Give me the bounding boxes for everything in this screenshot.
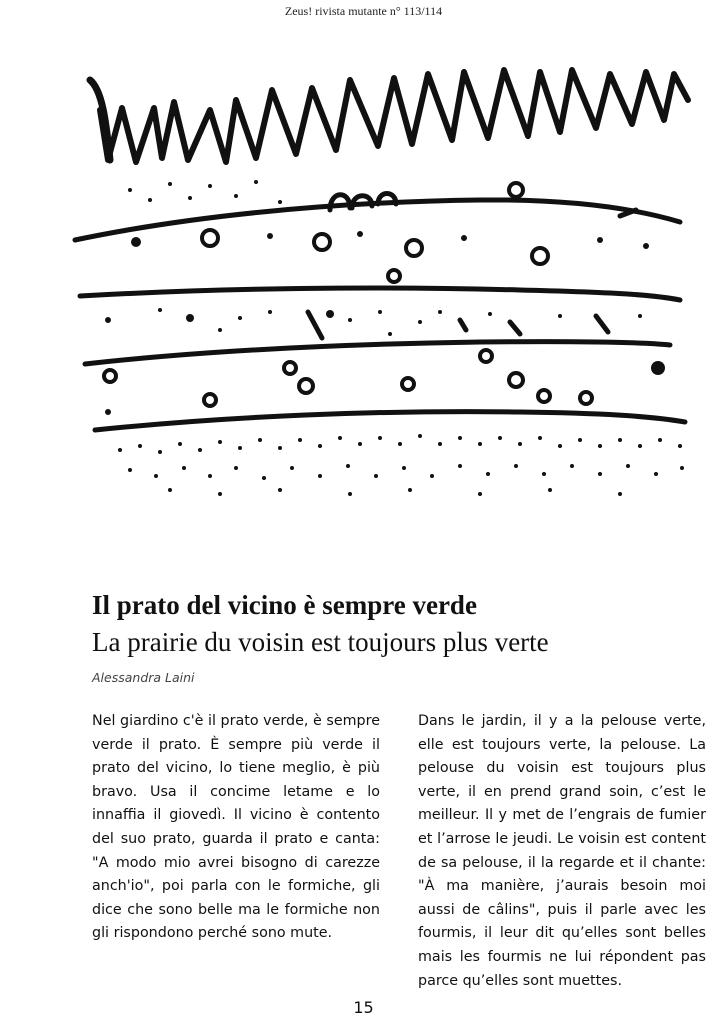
- body-column-french: Dans le jardin, il y a la pelouse verte, elle est toujours verte, la pelouse. La pelouse du voisin est toujours plus verte, il en prend grand soin, c’est le meilleur. Il y met de l’engrais de fumier et l’arrose le jeudi. Le voisin est content de sa pelouse, il la regarde et il chante: "À ma manière, j’aurais besoin moi aussi de câlins", puis il parle avec les fourmis, il leur dit qu’elles sont belles mais les fourmis ne lui répondent pas parce qu’elles sont muettes.: [418, 713, 706, 989]
- article-title-french: La prairie du voisin est toujours plus verte: [92, 627, 549, 657]
- prato-drawing-icon: [60, 50, 700, 500]
- page-number: 15: [353, 998, 374, 1017]
- body-column-italian: Nel giardino c'è il prato verde, è sempre verde il prato. È sempre più verde il prato del vicino, lo tiene meglio, è più bravo. Usa il concime letame e lo innaffia il giovedì. Il vicino è contento del suo prato, guarda il prato e canta: "A modo mio avrei bisogno di carezze anch'io", poi parla con le formiche, gli dice che sono belle ma le formiche non gli rispondono perché sono mute.: [92, 713, 380, 942]
- article-title-italian: Il prato del vicino è sempre verde: [92, 590, 477, 620]
- article-author: Alessandra Laini: [92, 670, 195, 685]
- running-header: Zeus! rivista mutante n° 113/114: [284, 4, 443, 18]
